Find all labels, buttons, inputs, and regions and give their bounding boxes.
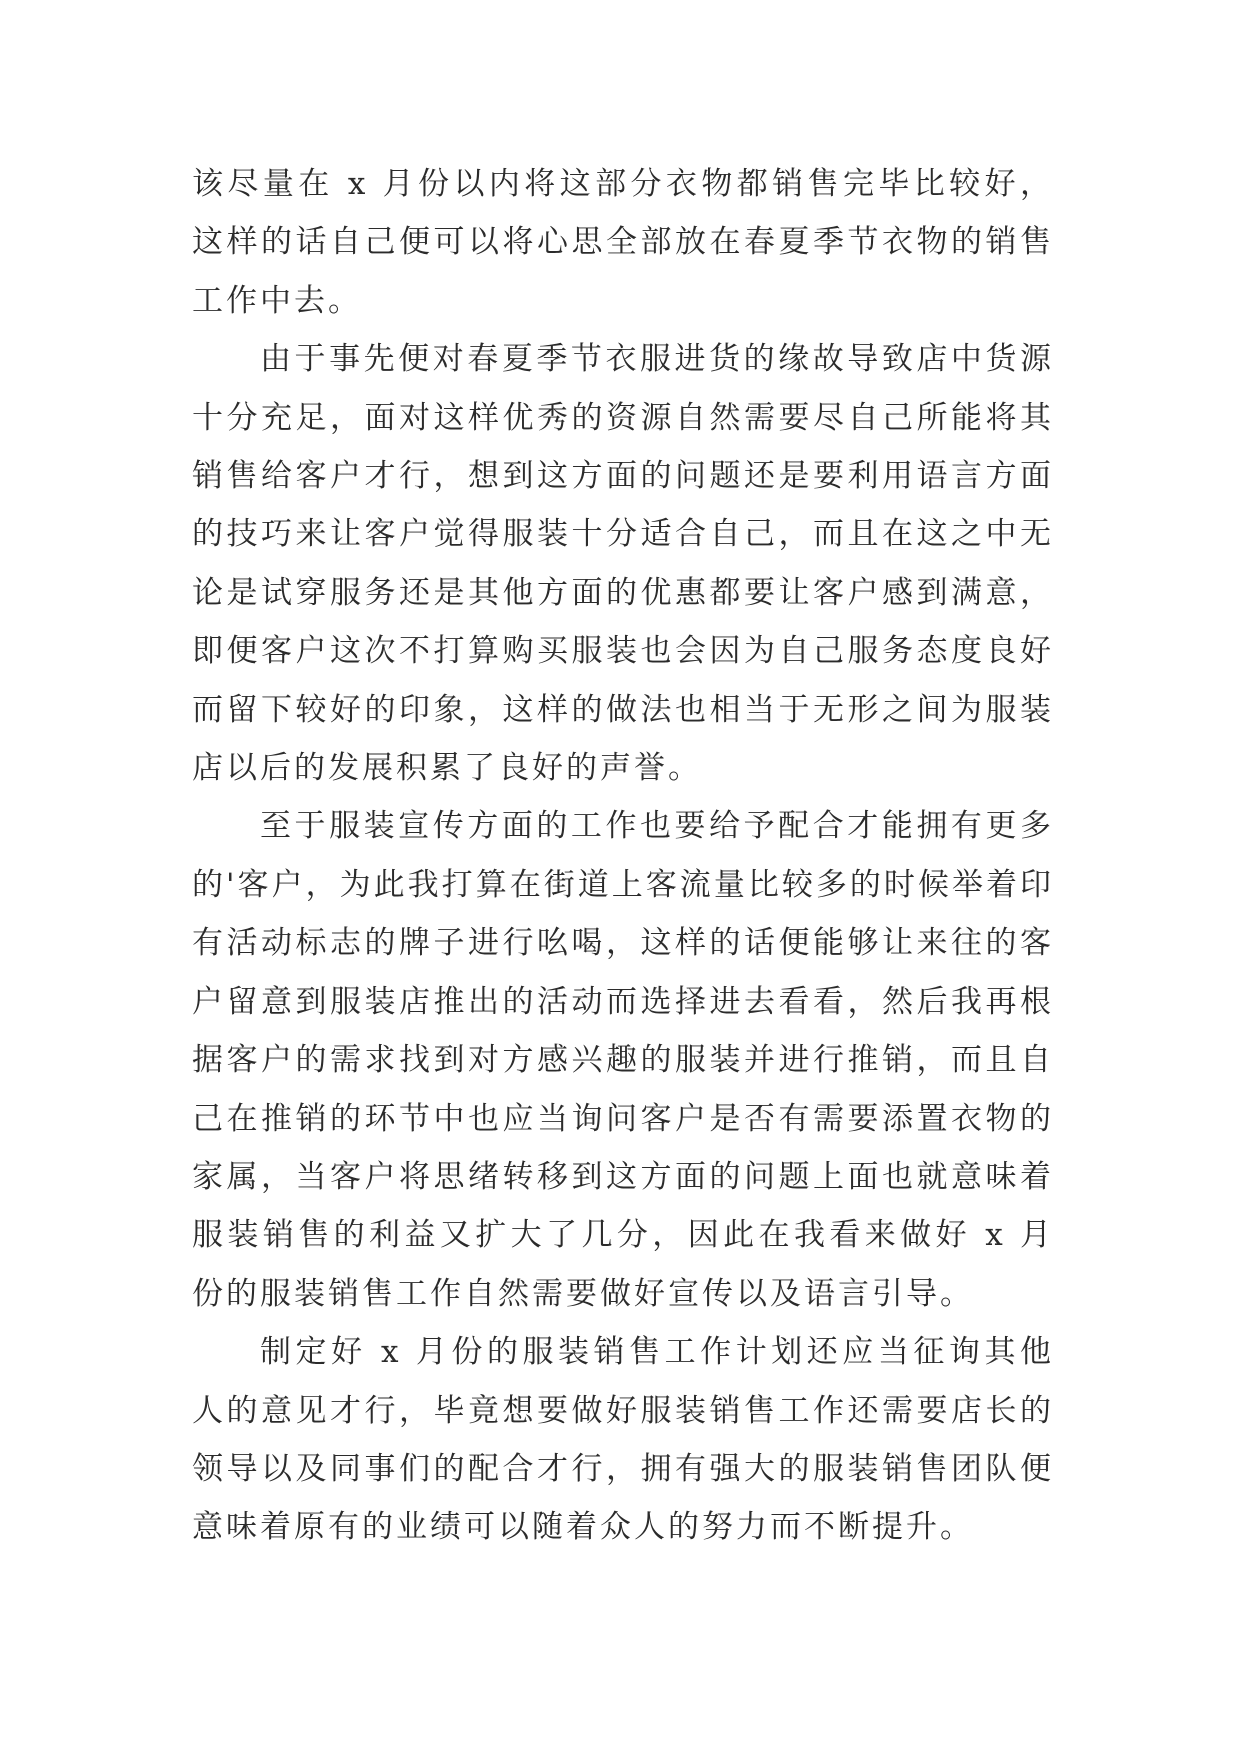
paragraph: 制定好 x 月份的服装销售工作计划还应当征询其他人的意见才行，毕竟想要做好服装销售工作还需要店长的领导以及同事们的配合才行，拥有强大的服装销售团队便意味着原有的业绩可以随着众人的努力而不断提升。 xyxy=(192,1334,1054,1546)
paragraph: 由于事先便对春夏季节衣服进货的缘故导致店中货源十分充足，面对这样优秀的资源自然需要尽自己所能将其销售给客户才行，想到这方面的问题还是要利用语言方面的技巧来让客户觉得服装十分适合自己，而且在这之中无论是试穿服务还是其他方面的优惠都要让客户感到满意，即便客户这次不打算购买服装也会因为自己服务态度良好而留下较好的印象，这样的做法也相当于无形之间为服装店以后的发展积累了良好的声誉。 xyxy=(192,341,1054,787)
paragraph: 至于服装宣传方面的工作也要给予配合才能拥有更多的'客户，为此我打算在街道上客流量比较多的时候举着印有活动标志的牌子进行吆喝，这样的话便能够让来往的客户留意到服装店推出的活动而选择进去看看，然后我再根据客户的需求找到对方感兴趣的服装并进行推销，而且自己在推销的环节中也应当询问客户是否有需要添置衣物的家属，当客户将思绪转移到这方面的问题上面也就意味着服装销售的利益又扩大了几分，因此在我看来做好 x 月份的服装销售工作自然需要做好宣传以及语言引导。 xyxy=(192,808,1054,1312)
document-body xyxy=(192,155,1054,1557)
paragraph-continued: 该尽量在 x 月份以内将这部分衣物都销售完毕比较好，这样的话自己便可以将心思全部放在春夏季节衣物的销售工作中去。 xyxy=(192,166,1054,319)
